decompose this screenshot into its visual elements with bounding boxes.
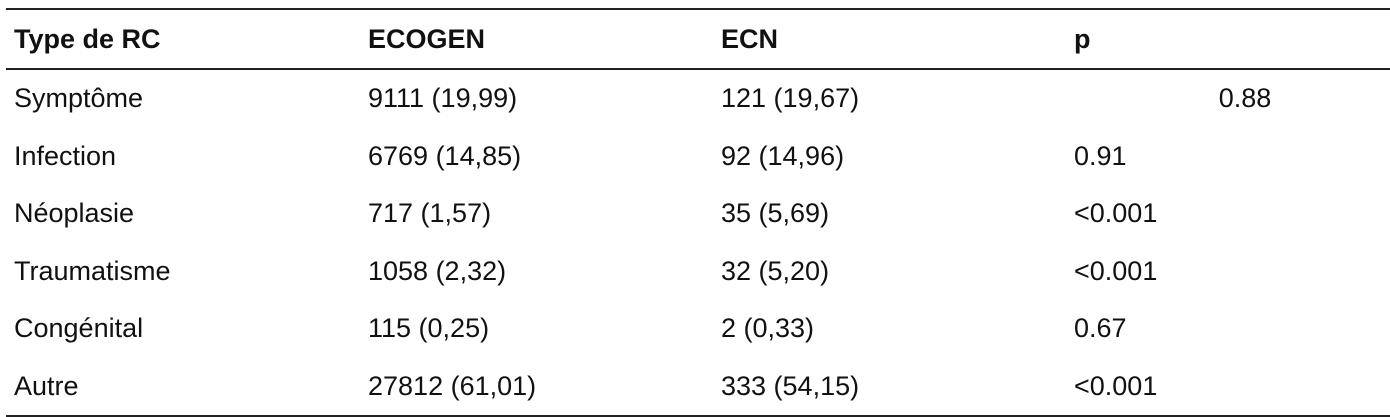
table-row — [6, 300, 1390, 358]
cell-p: <0.001 — [1074, 370, 1158, 401]
results-table-container — [6, 8, 1384, 417]
cell-type: Infection — [14, 140, 117, 171]
cell-ecogen: 1058 (2,32) — [368, 255, 507, 286]
table-row — [6, 358, 1390, 417]
header-ecogen: ECOGEN — [368, 23, 486, 54]
cell-p: <0.001 — [1074, 255, 1158, 286]
table-body — [6, 69, 1390, 416]
table-row — [6, 243, 1390, 301]
cell-type: Néoplasie — [14, 198, 135, 229]
cell-p: <0.001 — [1074, 198, 1158, 229]
header-ecn: ECN — [721, 23, 779, 54]
cell-ecn: 2 (0,33) — [721, 313, 815, 344]
header-p: p — [1074, 23, 1091, 54]
cell-ecogen: 6769 (14,85) — [368, 140, 522, 171]
results-table — [6, 8, 1390, 417]
table-row — [6, 185, 1390, 243]
cell-ecogen: 27812 (61,01) — [368, 370, 537, 401]
cell-ecn: 121 (19,67) — [721, 83, 860, 114]
cell-type: Autre — [14, 370, 79, 401]
table-row — [6, 69, 1390, 128]
cell-ecn: 333 (54,15) — [721, 370, 860, 401]
table-row — [6, 128, 1390, 186]
header-type-de-rc: Type de RC — [14, 23, 161, 54]
cell-type: Traumatisme — [14, 255, 171, 286]
cell-type: Symptôme — [14, 83, 144, 114]
cell-p: 0.88 — [1218, 83, 1272, 114]
header-row — [6, 9, 1390, 69]
cell-ecn: 32 (5,20) — [721, 255, 830, 286]
cell-type: Congénital — [14, 313, 144, 344]
table-header — [6, 9, 1390, 69]
cell-ecn: 35 (5,69) — [721, 198, 830, 229]
cell-ecogen: 717 (1,57) — [368, 198, 492, 229]
cell-ecogen: 9111 (19,99) — [368, 83, 518, 114]
cell-ecn: 92 (14,96) — [721, 140, 845, 171]
cell-ecogen: 115 (0,25) — [368, 313, 490, 344]
cell-p: 0.67 — [1074, 313, 1127, 344]
cell-p: 0.91 — [1074, 140, 1127, 171]
